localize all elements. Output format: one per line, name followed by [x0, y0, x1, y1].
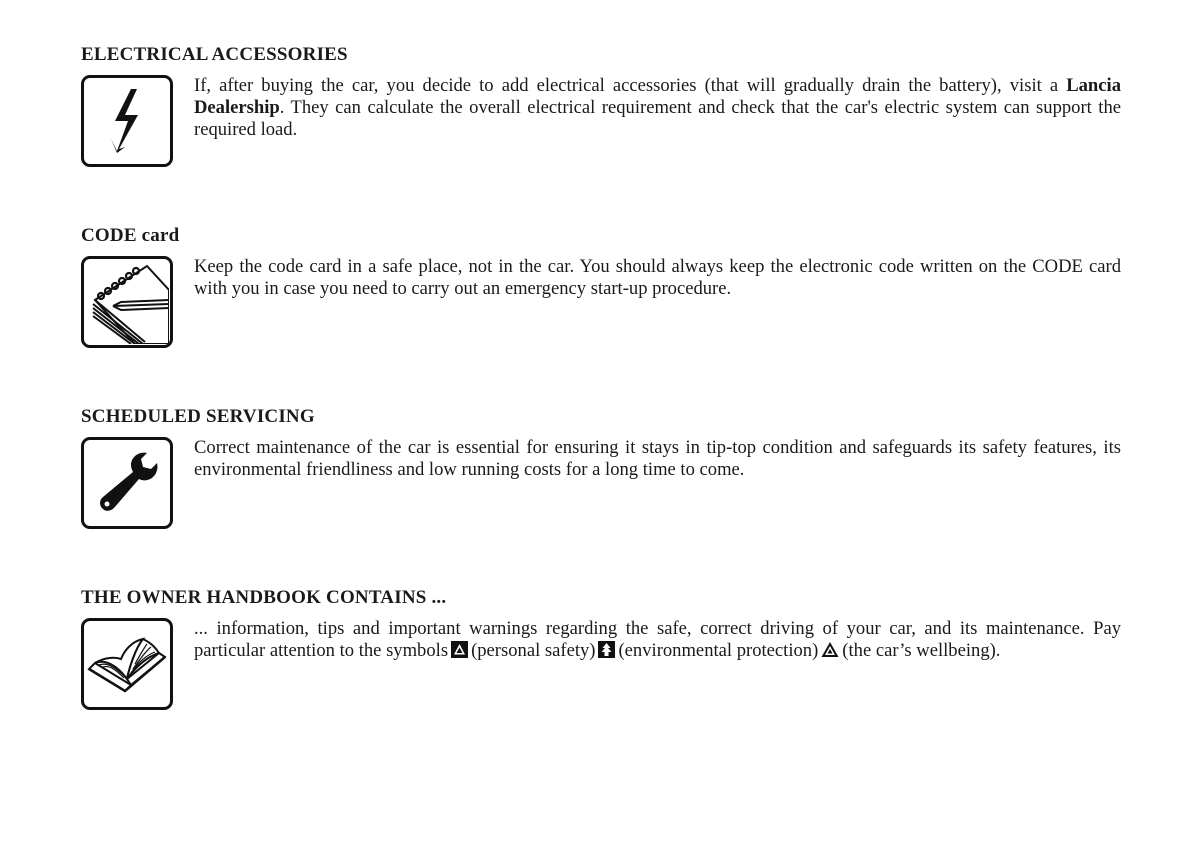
handbook-text — [194, 618, 1121, 664]
code-card-row — [81, 256, 1121, 300]
heading-owner-handbook: THE OWNER HANDBOOK CONTAINS ... — [81, 587, 447, 608]
servicing-text: Correct maintenance of the car is essential for ensuring it stays in tip-top condition and safeguards its safety features, its environmental friendliness and low running costs for a long time to come. — [194, 437, 1121, 480]
section-owner-handbook — [81, 587, 1121, 683]
lancia-dealership-bold: Lancia Dealership — [194, 75, 1121, 118]
handbook-row — [81, 618, 1121, 664]
heading-scheduled-servicing: SCHEDULED SERVICING — [81, 406, 315, 427]
car-wellbeing-icon — [821, 641, 839, 664]
wrench-icon — [81, 437, 173, 529]
handbook-text-part2: (personal safety) — [471, 640, 596, 661]
lightning-bolt-icon — [81, 75, 173, 167]
heading-code-card: CODE card — [81, 225, 180, 246]
electrical-text-part2: . They can calculate the overall electrical requirement and check that the car's electric system can support the required load. — [194, 97, 1121, 140]
environment-icon — [598, 641, 615, 664]
electrical-text — [194, 75, 1121, 141]
section-electrical-accessories — [81, 44, 1121, 160]
section-scheduled-servicing — [81, 406, 1121, 500]
handbook-text-part3: (environmental protection) — [618, 640, 819, 661]
open-book-icon — [81, 618, 173, 710]
personal-safety-icon — [451, 641, 468, 664]
section-code-card — [81, 225, 1121, 319]
electrical-text-part1: If, after buying the car, you decide to add electrical accessories (that will gradually drain the battery), visit a — [194, 75, 1067, 96]
handbook-text-part1: ... information, tips and important warnings regarding the safe, correct driving of your car, and its maintenance. Pay particular attention to the symbols — [194, 618, 1121, 661]
handbook-text-part4: (the car’s wellbeing). — [842, 640, 1001, 661]
servicing-row — [81, 437, 1121, 481]
code-card-text: Keep the code card in a safe place, not in the car. You should always keep the electronic code written on the CODE card with you in case you need to carry out an emergency start-up procedure. — [194, 256, 1121, 299]
electrical-row — [81, 75, 1121, 141]
notepad-pencil-icon — [81, 256, 173, 348]
heading-electrical-accessories: ELECTRICAL ACCESSORIES — [81, 44, 348, 65]
